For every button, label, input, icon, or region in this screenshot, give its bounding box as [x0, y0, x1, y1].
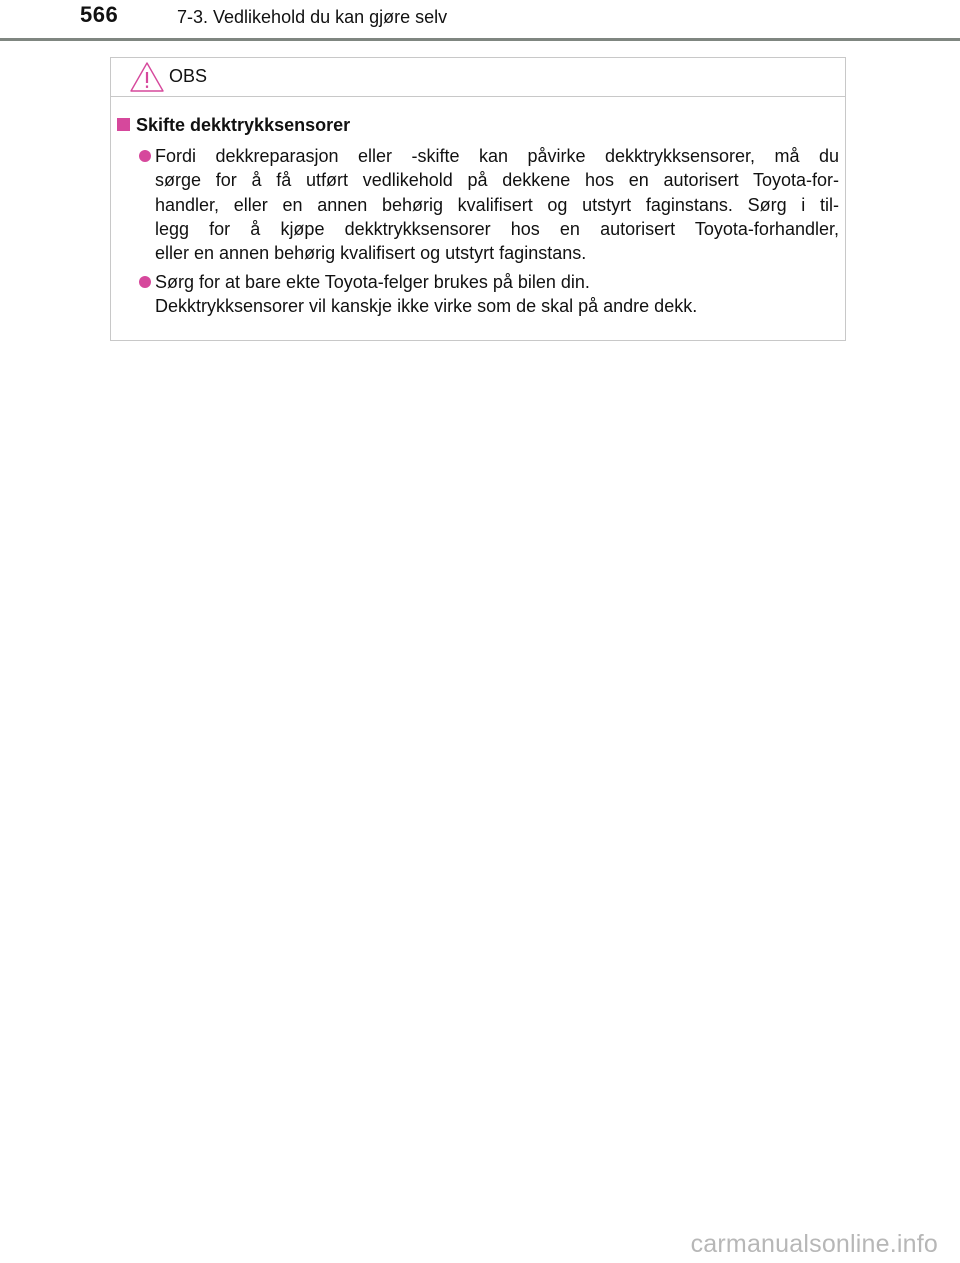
text-line: Dekktrykksensorer vil kanskje ikke virke som de skal på andre dekk.: [155, 296, 698, 317]
text-line: sørge for å få utført vedlikehold på dekkene hos en autorisert Toyota-for-: [155, 170, 839, 191]
page-header: [0, 0, 960, 40]
watermark: carmanualsonline.info: [690, 1230, 938, 1258]
list-item-text: [155, 144, 839, 265]
header-divider: [0, 38, 960, 41]
text-line: Fordi dekkreparasjon eller -skifte kan påvirke dekktrykksensorer, må du: [155, 146, 839, 166]
notice-subheading: [117, 115, 350, 136]
text-line: handler, eller en annen behørig kvalifisert og utstyrt faginstans. Sørg i til-: [155, 194, 839, 215]
text-line: legg for å kjøpe dekktrykksensorer hos en autorisert Toyota-forhandler,: [155, 218, 839, 239]
text-line: eller en annen behørig kvalifisert og utstyrt faginstans.: [155, 243, 587, 264]
notice-header: [111, 58, 845, 97]
list-item: [139, 144, 839, 265]
dot-bullet-icon: [139, 150, 151, 162]
notice-label: OBS: [169, 66, 208, 86]
notice-box: [110, 57, 846, 341]
square-bullet-icon: [117, 118, 130, 131]
section-title: 7-3. Vedlikehold du kan gjøre selv: [177, 7, 448, 27]
warning-icon: [129, 61, 165, 93]
subheading-text: Skifte dekktrykksensorer: [136, 115, 351, 135]
dot-bullet-icon: [139, 276, 151, 288]
text-line: Sørg for at bare ekte Toyota-felger brukes på bilen din.: [155, 272, 590, 292]
list-item-text: [155, 270, 839, 319]
list-item: [139, 270, 839, 319]
page-number: 566: [80, 2, 119, 27]
